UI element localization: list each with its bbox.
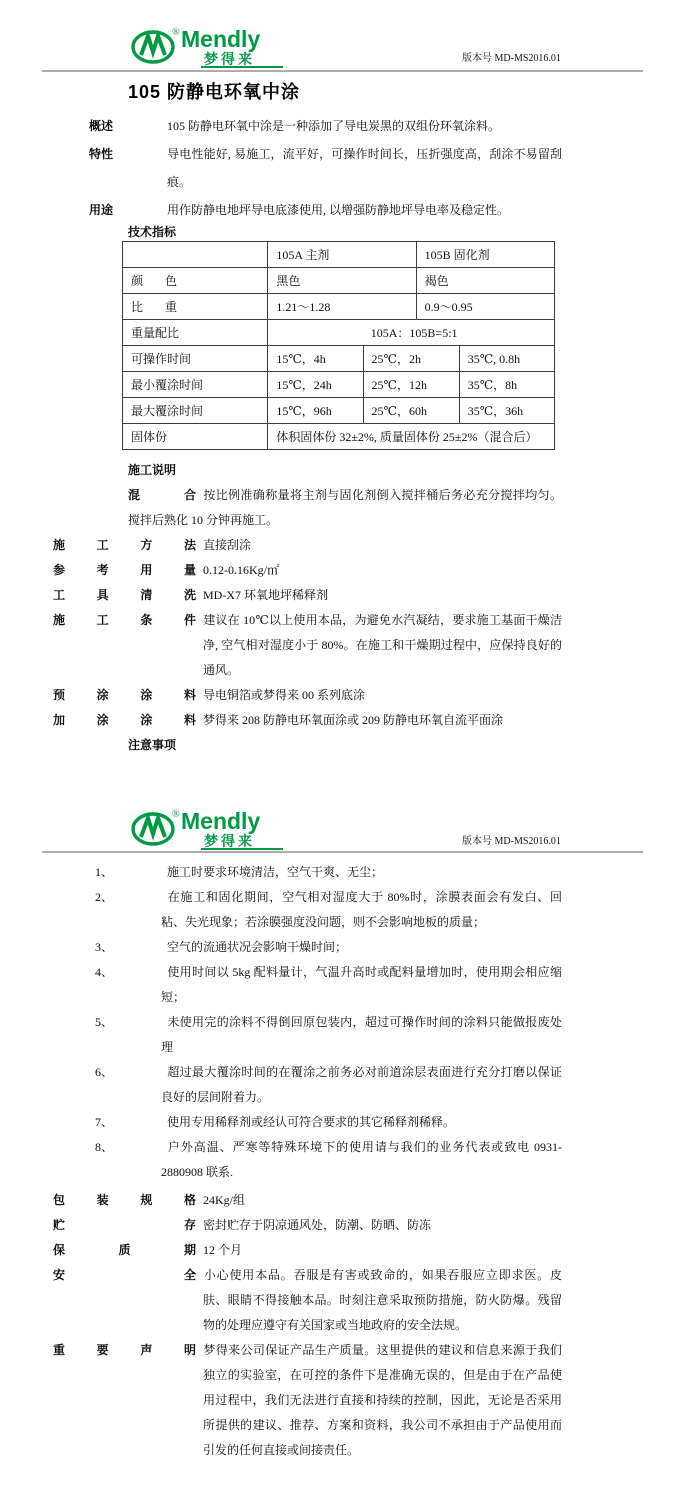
page2-content <box>53 860 562 1463</box>
disclaimer-text: 梦得来公司保证产品生产质量。这里提供的建议和信息来源于我们独立的实验室，在可控的条件下是准确无误的，但是由于在产品使用过程中，我们无法进行直接和持续的控制，因此，无论是否采用所提供的建议、推荐、方案和资料，我公司不承担由于产品使用而引发的任何直接或间接责任。 <box>203 1343 562 1457</box>
table-cell: 35℃，36h <box>459 398 554 424</box>
table-row <box>123 398 555 424</box>
table-cell: 0.9～0.95 <box>416 294 554 320</box>
precoat-label: 预涂涂料 <box>53 688 196 702</box>
table-cell: 25℃，12h <box>363 372 459 398</box>
header-divider <box>42 851 643 853</box>
table-cell <box>123 294 268 320</box>
table-cell: 1.21～1.28 <box>268 294 416 320</box>
precoat-section <box>53 683 562 708</box>
table-row <box>123 372 555 398</box>
notes-heading: 注意事项 <box>128 738 177 752</box>
note-item <box>95 1060 562 1110</box>
note-text: 户外高温、严寒等特殊环境下的使用请与我们的业务代表或致电 0931-2880908 联系. <box>161 1140 562 1179</box>
note-item <box>95 1110 562 1135</box>
overview-text: 105 防静电环氧中涂是一种添加了导电炭黑的双组份环氧涂料。 <box>167 119 501 133</box>
safety-section <box>53 1263 562 1338</box>
topcoat-text: 梦得来 208 防静电环氧面涂或 209 防静电环氧自流平面涂 <box>203 713 504 727</box>
row-label: 颜色 <box>131 273 177 288</box>
disclaimer-section <box>53 1338 562 1463</box>
usage-label: 用途 <box>89 203 114 217</box>
registered-mark: ® <box>172 27 180 38</box>
table-row <box>123 268 555 294</box>
safety-text: 小心使用本品。吞服是有害或致命的，如果吞服应立即求医。皮肤、眼睛不得接触本品。时刻注意采取预防措施，防火防爆。残留物的处理应遵守有关国家或当地政府的安全法规。 <box>203 1268 562 1332</box>
row-label: 比重 <box>131 299 177 314</box>
table-cell: 褐色 <box>416 268 554 294</box>
table-cell: 25℃，2h <box>363 346 459 372</box>
topcoat-section <box>53 708 562 733</box>
mendly-logo-icon <box>131 804 311 850</box>
features-section <box>89 140 562 196</box>
topcoat-label: 加涂涂料 <box>53 713 196 727</box>
method-text: 直接刮涂 <box>203 538 252 552</box>
brand-name-cn: 梦得来 <box>204 51 255 67</box>
construction-heading: 施工说明 <box>128 463 177 477</box>
features-label: 特性 <box>89 147 114 161</box>
cleaning-section <box>53 583 562 608</box>
mixing-text: 按比例准确称量将主剂与固化剂倒入搅拌桶后务必充分搅拌均匀。搅拌后熟化 10 分钟再施工。 <box>128 488 562 527</box>
table-cell: 黑色 <box>268 268 416 294</box>
cleaning-text: MD-X7 环氧地坪稀释剂 <box>203 588 328 602</box>
note-text: 使用专用稀释剂或经认可符合要求的其它稀释剂稀释。 <box>167 1115 456 1129</box>
table-row <box>123 424 555 450</box>
note-item <box>95 935 562 960</box>
table-cell <box>123 268 268 294</box>
table-cell: 最大覆涂时间 <box>123 398 268 424</box>
table-row <box>123 242 555 268</box>
dosage-section <box>53 558 562 583</box>
note-item <box>95 1010 562 1060</box>
storage-text: 密封贮存于阴凉通风处，防潮、防晒、防冻 <box>203 1218 432 1232</box>
storage-label: 贮存 <box>53 1218 196 1232</box>
packing-text: 24Kg/组 <box>203 1193 246 1207</box>
usage-section <box>89 196 562 224</box>
header-divider <box>42 70 643 72</box>
note-text: 空气的流通状况会影响干燥时间； <box>167 940 348 954</box>
table-row <box>123 320 555 346</box>
note-number: 3、 <box>95 940 114 954</box>
table-cell: 15℃，4h <box>268 346 363 372</box>
registered-mark: ® <box>172 809 180 820</box>
tech-specs-heading: 技术指标 <box>128 225 177 239</box>
page1-content <box>53 112 562 758</box>
shelf-life-text: 12 个月 <box>203 1243 243 1257</box>
note-item <box>95 1135 562 1185</box>
product-info-block <box>53 1188 562 1463</box>
table-cell <box>123 242 268 268</box>
disclaimer-label: 重要声明 <box>53 1343 196 1357</box>
mendly-logo-icon <box>131 22 311 68</box>
overview-section <box>89 112 562 140</box>
note-number: 7、 <box>95 1115 114 1129</box>
version-label: 版本号 MD-MS2016.01 <box>462 836 561 847</box>
table-cell: 15℃，96h <box>268 398 363 424</box>
note-number: 8、 <box>95 1140 114 1154</box>
note-number: 5、 <box>95 1015 114 1029</box>
mixing-section <box>128 483 562 533</box>
table-cell: 体积固体份 32±2%, 质量固体份 25±2%（混合后） <box>268 424 555 450</box>
method-label: 施工方法 <box>53 538 196 552</box>
table-cell: 15℃，24h <box>268 372 363 398</box>
packing-section <box>53 1188 562 1213</box>
table-header-cell: 105B 固化剂 <box>416 242 554 268</box>
precoat-text: 导电铜箔或梦得来 00 系列底涂 <box>203 688 366 702</box>
table-header-cell: 105A 主剂 <box>268 242 416 268</box>
note-text: 使用时间以 5kg 配料量计，气温升高时或配料量增加时，使用期会相应缩短； <box>161 965 562 1004</box>
table-cell: 最小覆涂时间 <box>123 372 268 398</box>
table-cell: 可操作时间 <box>123 346 268 372</box>
dosage-text: 0.12-0.16Kg/㎡ <box>203 563 279 577</box>
table-cell: 35℃, 0.8h <box>459 346 554 372</box>
note-number: 2、 <box>95 890 114 904</box>
table-cell: 35℃，8h <box>459 372 554 398</box>
table-cell: 25℃，60h <box>363 398 459 424</box>
table-cell: 105A：105B=5:1 <box>268 320 555 346</box>
note-text: 施工时要求环境清洁，空气干爽、无尘； <box>167 865 384 879</box>
note-text: 在施工和固化期间，空气相对湿度大于 80%时，涂膜表面会有发白、回粘、失光现象；若涂膜强度没问题，则不会影响地板的质量； <box>161 890 562 929</box>
overview-label: 概述 <box>89 119 114 133</box>
mixing-label: 混合 <box>128 488 196 502</box>
usage-text: 用作防静电地坪导电底漆使用, 以增强防静地坪导电率及稳定性。 <box>167 203 510 217</box>
note-number: 1、 <box>95 865 114 879</box>
note-text: 未使用完的涂料不得倒回原包装内，超过可操作时间的涂料只能做报废处理 <box>161 1015 562 1054</box>
packing-label: 包装规格 <box>53 1193 196 1207</box>
brand-logo <box>131 804 311 854</box>
page-title: 105 防静电环氧中涂 <box>128 82 301 102</box>
cleaning-label: 工具清洗 <box>53 588 196 602</box>
storage-section <box>53 1213 562 1238</box>
conditions-label: 施工条件 <box>53 613 196 627</box>
safety-label: 安全 <box>53 1268 196 1282</box>
note-item <box>95 860 562 885</box>
version-label: 版本号 MD-MS2016.01 <box>462 53 561 64</box>
conditions-section <box>53 608 562 683</box>
shelf-life-label: 保质期 <box>53 1243 196 1257</box>
table-cell: 重量配比 <box>123 320 268 346</box>
note-number: 6、 <box>95 1065 114 1079</box>
dosage-label: 参考用量 <box>53 563 196 577</box>
brand-logo <box>131 22 311 72</box>
features-text: 导电性能好, 易施工，流平好，可操作时间长，压折强度高，刮涂不易留刮痕。 <box>167 147 562 189</box>
tech-specs-table <box>122 241 555 450</box>
note-number: 4、 <box>95 965 114 979</box>
table-cell: 固体份 <box>123 424 268 450</box>
conditions-text: 建议在 10℃以上使用本品，为避免水汽凝结，要求施工基面干燥洁净, 空气相对湿度小于 80%。在施工和干燥期过程中，应保持良好的通风。 <box>203 613 562 677</box>
note-item <box>95 885 562 935</box>
table-row <box>123 294 555 320</box>
note-text: 超过最大覆涂时间的在覆涂之前务必对前道涂层表面进行充分打磨以保证良好的层间附着力。 <box>161 1065 562 1104</box>
note-item <box>95 960 562 1010</box>
table-row <box>123 346 555 372</box>
method-section <box>53 533 562 558</box>
brand-name-cn: 梦得来 <box>204 833 255 849</box>
brand-name-en: Mendly <box>181 26 261 52</box>
brand-name-en: Mendly <box>181 808 261 834</box>
shelf-life-section <box>53 1238 562 1263</box>
